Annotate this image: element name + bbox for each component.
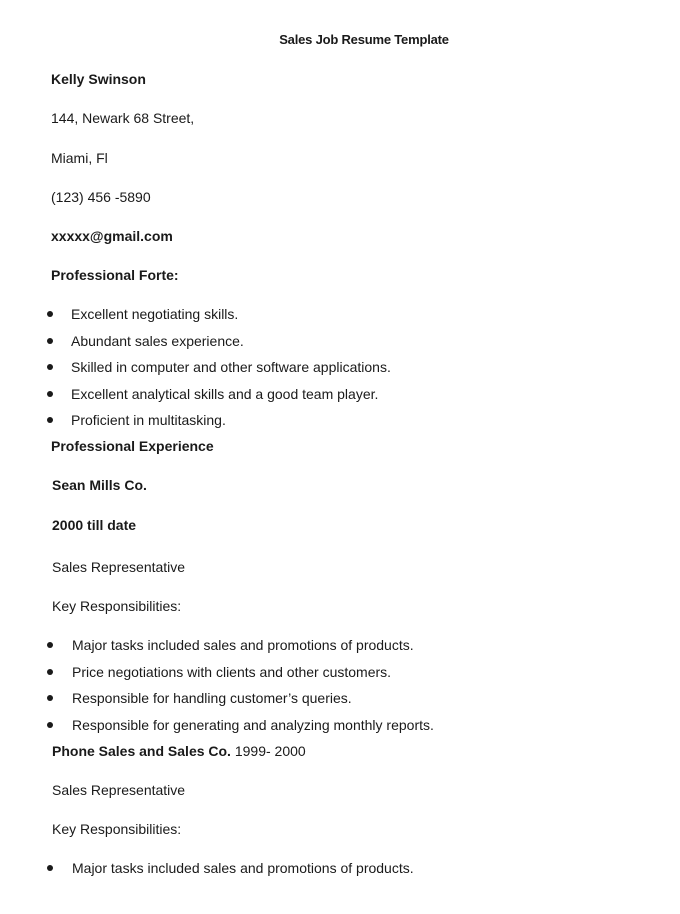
bullet-icon (47, 338, 53, 344)
bullet-icon (47, 311, 53, 317)
bullet-icon (47, 695, 53, 701)
job2-responsibilities-heading: Key Responsibilities: (52, 821, 182, 837)
job2-dates: 1999- 2000 (234, 743, 306, 759)
candidate-name: Kelly Swinson (51, 71, 146, 87)
job2-company: Phone Sales and Sales Co. (52, 743, 231, 759)
email-address: xxxxx@gmail.com (51, 228, 173, 244)
bullet-icon (47, 865, 53, 871)
job2-role: Sales Representative (52, 782, 186, 798)
bullet-icon (47, 417, 53, 423)
address-line-2: Miami, Fl (51, 150, 108, 166)
job2-header (52, 742, 306, 760)
bullet-icon (47, 391, 53, 397)
job1-dates: 2000 till date (52, 517, 137, 533)
bullet-icon (47, 722, 53, 728)
address-line-1: 144, Newark 68 Street, (51, 110, 195, 126)
phone-number: (123) 456 -5890 (51, 189, 151, 205)
job1-responsibilities-heading: Key Responsibilities: (52, 598, 182, 614)
experience-heading: Professional Experience (51, 438, 214, 454)
bullet-icon (47, 669, 53, 675)
resume-page: Sales Job Resume Template Kelly Swinson 144, Newark 68 Street, Miami, Fl (123) 456 -5890 xxxxx@gmail.com Professional Forte: Excellent negotiating skills. Abundant sales experience. Skilled in computer and other software applications. Excellent analytical skills and a good team player. Proficient in multitasking. Professional Experience Sean Mills Co. 2000 till date Sales Representative Key Responsibilities: Major tasks included sales and promotions of products. Price negotiations with clients and other customers. Responsible for handling customer’s queries. Responsible for generating and analyzing monthly reports. Phone Sales and Sales Co. 1999- 2000 Sales Representative Key Responsibilities: Major tasks included sales and promotions of products. (0, 0, 680, 914)
job1-company: Sean Mills Co. (52, 477, 147, 493)
document-title: Sales Job Resume Template (279, 32, 449, 47)
job1-role: Sales Representative (52, 559, 186, 575)
bullet-icon (47, 642, 53, 648)
forte-heading: Professional Forte: (51, 267, 179, 283)
bullet-icon (47, 364, 53, 370)
